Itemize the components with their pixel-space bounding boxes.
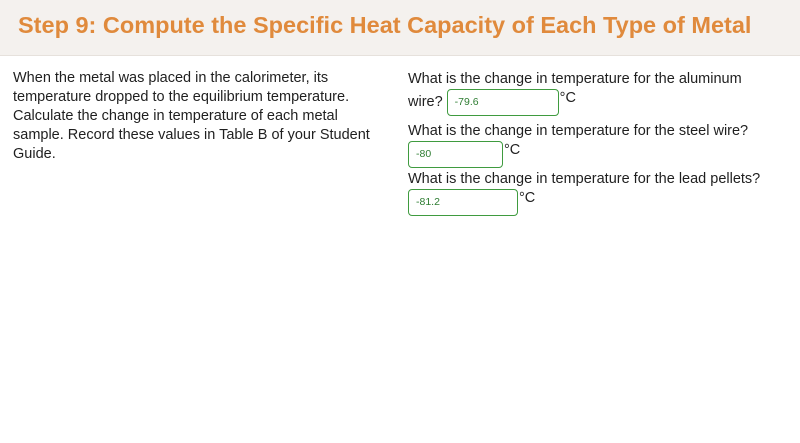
instructions-text: When the metal was placed in the calorimeter, its temperature dropped to the equilibrium temperature. Calculate the change in temperature of each metal sample. Record these values in Table B of your Student Guide. (13, 70, 370, 162)
page-header (0, 0, 800, 56)
steel-unit-label: °C (504, 142, 521, 158)
question-steel-prompt: What is the change in temperature for the steel wire? (408, 123, 749, 139)
question-lead (408, 170, 793, 216)
aluminum-unit-label: °C (559, 90, 576, 106)
question-lead-answer-row (408, 189, 793, 216)
aluminum-answer-field[interactable]: -79.6 (447, 89, 559, 116)
page-title: Step 9: Compute the Specific Heat Capacity of Each Type of Metal (18, 12, 752, 38)
question-steel (408, 122, 793, 168)
question-steel-answer-row (408, 141, 793, 168)
question-aluminum (408, 70, 793, 116)
instructions-panel (13, 69, 391, 164)
lead-answer-field[interactable]: -81.2 (408, 189, 518, 216)
steel-answer-field[interactable]: -80 (408, 141, 503, 168)
question-aluminum-prompt: What is the change in temperature for the aluminum (408, 71, 742, 87)
question-lead-prompt: What is the change in temperature for the lead pellets? (408, 171, 761, 187)
question-aluminum-prompt-continued: wire? (408, 94, 443, 110)
lead-unit-label: °C (519, 190, 536, 206)
question-aluminum-answer-row (408, 89, 793, 116)
